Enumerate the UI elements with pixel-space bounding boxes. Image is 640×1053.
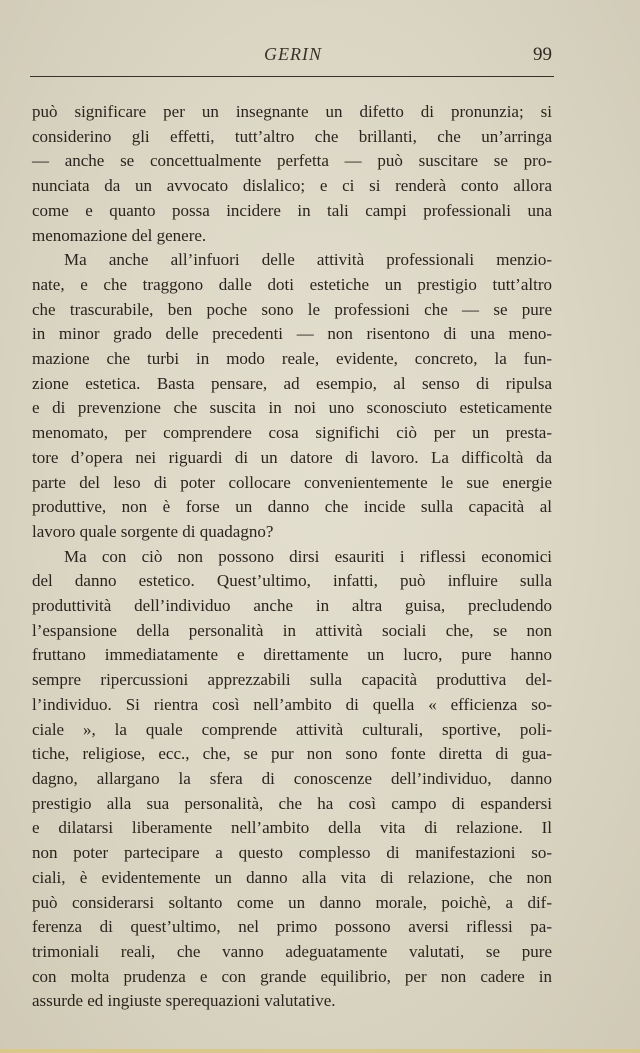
header-rule: [30, 76, 554, 77]
running-title: GERIN: [264, 44, 322, 64]
text-line: Ma anche all’infuori delle attività professionali menzio-: [64, 250, 552, 270]
text-line: e di prevenzione che suscita in noi uno sconosciuto esteticamente: [32, 398, 552, 418]
text-line: produttive, non è forse un danno che incide sulla capacità al: [32, 497, 552, 517]
text-line: ciale », la quale comprende attività culturali, sportive, poli-: [32, 719, 552, 739]
text-line: Ma con ciò non possono dirsi esauriti i riflessi economici: [64, 546, 552, 566]
text-line: sempre ripercussioni apprezzabili sulla capacità produttiva del-: [32, 670, 552, 690]
text-line: fruttano immediatamente e direttamente un lucro, pure hanno: [32, 645, 552, 665]
paragraph: [32, 545, 552, 1014]
text-line: considerino gli effetti, tutt’altro che brillanti, che un’arringa: [32, 126, 552, 146]
text-line: nunciata da un avvocato dislalico; e ci si renderà conto allora: [32, 176, 552, 196]
text-line: come e quanto possa incidere in tali campi professionali una: [32, 200, 552, 220]
text-line: menomato, per comprendere cosa significhi ciò per un presta-: [32, 423, 552, 443]
text-line: — anche se concettualmente perfetta — può suscitare se pro-: [32, 151, 552, 171]
text-line: assurde ed ingiuste sperequazioni valutative.: [32, 991, 336, 1011]
text-line: trimoniali reali, che vanno adeguatamente valutati, se pure: [32, 941, 552, 961]
text-line: l’espansione della personalità in attività sociali che, se non: [32, 620, 552, 640]
text-line: può considerarsi soltanto come un danno morale, poichè, a dif-: [32, 892, 552, 912]
text-line: dagno, allargano la sfera di conoscenze dell’individuo, danno: [32, 768, 552, 788]
text-line: con molta prudenza e con grande equilibrio, per non cadere in: [32, 966, 552, 986]
text-line: menomazione del genere.: [32, 225, 207, 245]
text-line: del danno estetico. Quest’ultimo, infatti, può influire sulla: [32, 571, 552, 591]
text-line: l’individuo. Si rientra così nell’ambito di quella « efficienza so-: [32, 694, 552, 714]
text-line: non poter partecipare a questo complesso di manifestazioni so-: [32, 843, 552, 863]
text-line: in minor grado delle precedenti — non risentono di una meno-: [32, 324, 552, 344]
text-line: ferenza di quest’ultimo, nel primo possono aversi riflessi pa-: [32, 917, 552, 937]
page-number: 99: [533, 44, 552, 65]
text-line: zione estetica. Basta pensare, ad esempio, al senso di ripulsa: [32, 373, 552, 393]
text-line: mazione che turbi in modo reale, evidente, concreto, la fun-: [32, 349, 552, 369]
text-line: tiche, religiose, ecc., che, se pur non sono fonte diretta di gua-: [32, 744, 552, 764]
text-line: prestigio alla sua personalità, che ha così campo di espandersi: [32, 793, 552, 813]
text-line: nate, e che traggono dalle doti estetiche un prestigio tutt’altro: [32, 274, 552, 294]
text-line: e dilatarsi liberamente nell’ambito della vita di relazione. Il: [32, 818, 552, 838]
paragraph: [32, 100, 552, 248]
paragraph: [32, 248, 552, 544]
text-line: che trascurabile, ben poche sono le professioni che — se pure: [32, 299, 552, 319]
text-line: ciali, è evidentemente un danno alla vita di relazione, che non: [32, 867, 552, 887]
body-text: [32, 100, 552, 1014]
text-line: produttività dell’individuo anche in altra guisa, precludendo: [32, 596, 552, 616]
text-line: tore d’opera nei riguardi di un datore di lavoro. La difficoltà da: [32, 447, 552, 467]
running-head: [34, 44, 552, 70]
text-line: parte del leso di poter collocare convenientemente le sue energie: [32, 472, 552, 492]
text-line: lavoro quale sorgente di quadagno?: [32, 521, 274, 541]
text-line: può significare per un insegnante un difetto di pronunzia; si: [32, 102, 552, 121]
